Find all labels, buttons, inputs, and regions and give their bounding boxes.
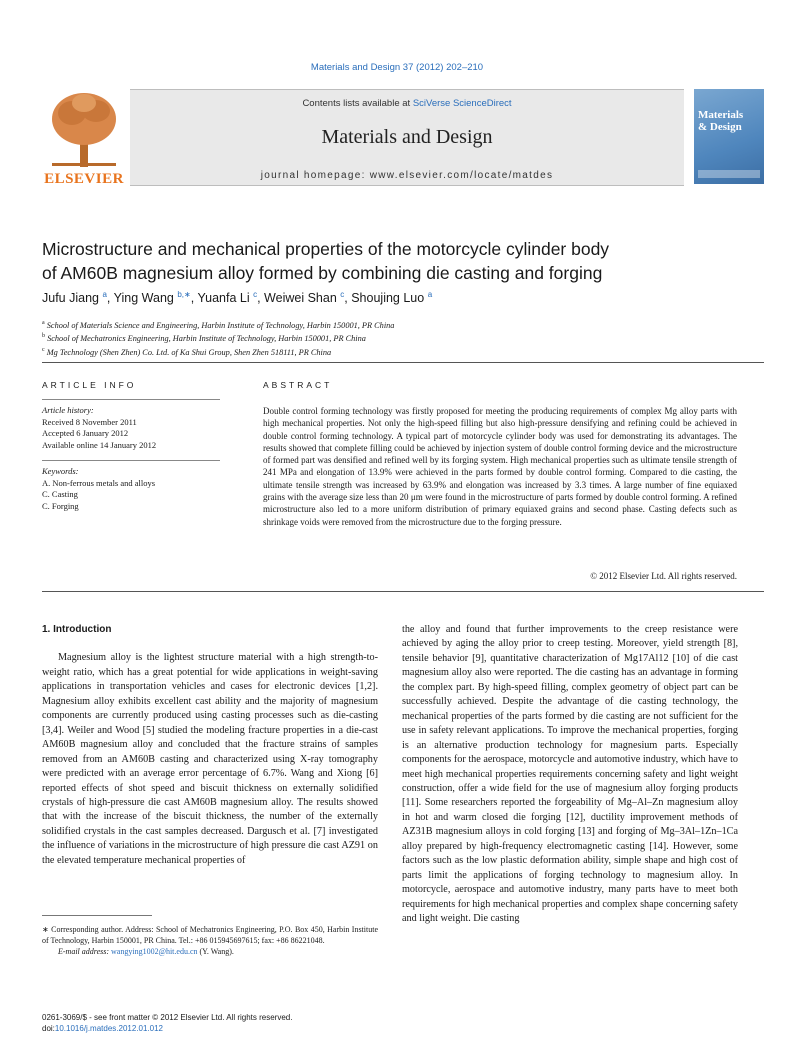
journal-banner [42,89,764,187]
journal-name: Materials and Design [321,126,493,148]
affiliation: $^b$ School of Mechatronics Engineering, Harbin Institute of Technology, Harbin 150001, PR China [42,333,366,344]
article-history [42,405,220,451]
author: Jufu Jiang $^a$ [42,290,107,306]
affiliation-list [42,318,762,358]
divider [42,460,220,461]
online-date: Available online 14 January 2012 [42,439,157,450]
author: Shoujing Luo $^a$ [351,290,433,306]
abstract-copyright: © 2012 Elsevier Ltd. All rights reserved. [590,571,737,581]
author: Weiwei Shan $^c$ [264,290,345,306]
keyword: C. Casting [42,489,78,499]
body-paragraph: the alloy and found that further improvements to the creep resistance were achieved by aging the alloy prior to creep testing. Moreover, yield strength [8], tensile behavior [9], quantitative characterization of Mg17Al12 [10] of die cast magnesium alloy also were reported. The die casting has an advantage in forming the complex part. By high-speed filling, complex geometry of object part can be successfully achieved. Despite the advantage of die casting technology, the mechanical properties of the parts formed by die casting are not sufficient for the use in safety relevant applications. To improve the mechanical properties, forging is an alternative production technology for magnesium parts. Especially components for the aerospace, motorcycle and automotive industry, which have to meet high mechanical properties requirements concerning safety and light weight construction, offer a wide field for the use of magnesium alloy forging products [11]. Some researchers reported the forgeability of Mg–Al–Zn magnesium alloy in hot and warm closed die forging [12], ductility improvement methods of AZ31B magnesium alloys in cold forging [13] and forging of Mg–3Al–1Zn–1Ca alloy prepared by high-frequency electromagnetic casting [14]. However, some factors such as the low plastic deformation ability, simple shape and high cost of parts limit the applications of forging technology to magnesium alloy. In motorcycle, aerospace and automotive industry, many parts have to meet both requirements for high mechanical properties and complex shape concerning safety and light weight. Die casting [402,624,738,925]
keywords-label: Keywords: [42,466,79,476]
title-line-1: Microstructure and mechanical properties of the motorcycle cylinder body [42,239,610,259]
elsevier-wordmark: ELSEVIER [44,171,124,187]
body-left-column [42,623,378,868]
doi-link[interactable]: 10.1016/j.matdes.2012.01.012 [54,1023,163,1033]
cover-decoration [698,170,760,178]
bottom-info [42,1013,292,1034]
journal-header-box [130,89,684,186]
elsevier-tree-logo [42,89,126,184]
divider [42,591,764,592]
corresponding-author-note: ∗ Corresponding author. Address: School of Mechatronics Engineering, P.O. Box 450, Harbin Institute of Technology, Harbin 150001, PR China. Tel.: +86 015945697615; fax: +86 86221048. [42,925,378,945]
issn-line: 0261-3069/$ - see front matter © 2012 Elsevier Ltd. All rights reserved. [42,1013,293,1022]
corresponding-footnote [42,924,378,957]
article-title [42,237,762,285]
section-title: 1. Introduction [42,624,112,635]
doi-line: doi:10.1016/j.matdes.2012.01.012 [42,1023,163,1033]
received-date: Received 8 November 2011 [42,416,137,427]
body-paragraph: Magnesium alloy is the lightest structure material with a high strength-to-weight ratio, which has a great potential for wide applications in weight-saving applications in transportation vehicles and cases for electronic devices [1,2]. Magnesium alloy exhibits excellent cast ability and the majority of magnesium components are currently produced using casting processes such as die-casting [3,4]. Weiler and Wood [5] studied the modeling fracture properties in a die-cast AM60B magnesium alloy and concluded that the fracture strains of samples removed from an AM60B casting and characterized using X-ray tomography were predicted with an average error percentage of 6.7%. Wang and Xiong [6] reported effects of shot speed and biscuit thickness on externally solidified crystals of high-pressure die cast AM60B magnesium alloy. The results showed that with the increase of the biscuit thickness, the number of the externally solidified crystals in the cast samples decreased. Dargusch et al. [7] investigated the influence of variations in the microstructure of high pressure die cast AZ91 on the elevated temperature mechanical properties of [42,652,378,866]
journal-citation[interactable]: Materials and Design 37 (2012) 202–210 [310,62,484,73]
email-line: E-mail address: wangying1002@hit.edu.cn (Y. Wang). [58,947,234,956]
history-label: Article history: [42,405,94,415]
abstract-text: Double control forming technology was firstly proposed for meeting the producing requirements of complex Mg alloy parts with high mechanical properties. Not only the high-speed filling but also high-pressure densifying and refining could be achieved in double control forming technology. A typical part of motorcycle cylinder body was used for demonstrating its advantages. The results showed that complete filling could be achieved by injection system of double control forming device and the microstructure of formed part was densified and refined well by its forging system. High mechanical properties such as ultimate tensile strength of 241 MPa and elongation of 13.9% were achieved in the parts formed by double control forming. Compared to die casting, the ultimate tensile strength was increased by 63.9% and elongation was increased by 3.3 times. A large number of fine equiaxed grains with the average size less than 20 μm were found in the microstructure of parts formed by double control forming. A refined microstructure also led to a more uniform distribution of primary equiaxed grains and second phase. Casting defects such as shrinkage voids were removed from the microstructure due to the forging pressure. [263,406,737,527]
footnote-divider [42,915,152,916]
title-line-2: of AM60B magnesium alloy formed by combining die casting and forging [42,263,603,283]
keywords [42,466,220,512]
abstract-heading: ABSTRACT [263,380,333,390]
author: Ying Wang $^{b,∗}$ [113,290,191,306]
author: Yuanfa Li $^c$ [197,290,258,306]
sciencedirect-link[interactable]: SciVerse ScienceDirect [412,98,512,109]
contents-prefix: Contents lists available at [302,98,413,109]
keyword: C. Forging [42,500,79,511]
accepted-date: Accepted 6 January 2012 [42,428,129,438]
journal-homepage[interactable]: journal homepage: www.elsevier.com/locate/matdes [260,170,554,181]
keyword: A. Non-ferrous metals and alloys [42,477,156,488]
body-right-column [402,623,738,927]
contents-line [130,98,684,109]
divider [42,399,220,400]
author-list: Jufu Jiang $^a$, Ying Wang $^{b,∗}$, Yuanfa Li $^c$, Weiwei Shan $^c$, Shoujing Luo $^a$ [42,290,433,306]
affiliation: $^a$ School of Materials Science and Engineering, Harbin Institute of Technology, Harbin 150001, PR China [42,320,395,330]
divider [42,362,764,363]
affiliation: $^c$ Mg Technology (Shen Zhen) Co. Ltd. of Ka Shui Group, Shen Zhen 518111, PR China [42,346,332,357]
email-link[interactable]: wangying1002@hit.edu.cn [111,947,198,956]
journal-cover-image [694,89,764,184]
article-info-heading: ARTICLE INFO [42,380,137,390]
cover-title: Materials & Design [698,109,744,133]
